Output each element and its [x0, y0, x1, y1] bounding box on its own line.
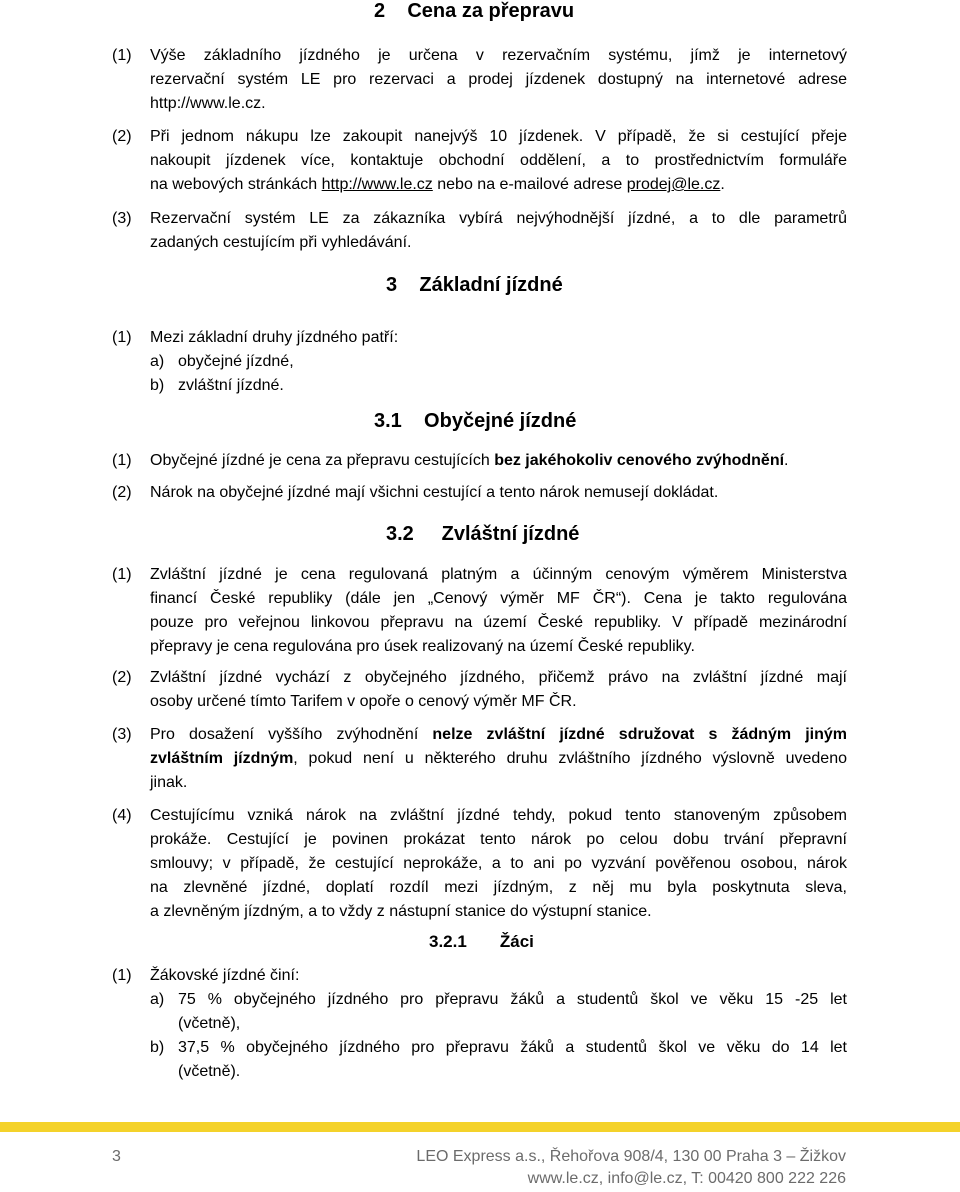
text-line: http://www.le.cz. [150, 95, 266, 112]
paragraph-3-2-1 [112, 563, 847, 659]
paragraph-3-1-1 [112, 449, 847, 473]
text-line [150, 449, 847, 473]
section-number: 3.1 [374, 410, 402, 432]
text-span: . [720, 176, 725, 193]
section-heading-3-2 [386, 523, 579, 546]
list-item [150, 350, 847, 374]
paragraph-number: (1) [112, 329, 132, 346]
list-item [150, 374, 847, 398]
text-span: . [784, 452, 789, 469]
paragraph-3-2-1-1 [112, 964, 847, 1084]
paragraph-2-2 [112, 125, 847, 197]
paragraph-2-1 [112, 44, 847, 116]
website-link[interactable]: http://www.le.cz [321, 176, 433, 193]
text-line: Nárok na obyčejné jízdné mají všichni cestující a tento nárok nemusejí dokládat. [150, 484, 719, 501]
section-title: Cena za přepravu [407, 0, 575, 22]
text-line: Výše základního jízdného je určena v rezervačním systému, jímž je internetový [150, 47, 847, 64]
text-line: pouze pro veřejnou linkovou přepravu na území České republiky. V případě mezinárodní [150, 614, 847, 631]
text-line: smlouvy; v případě, že cestující neprokáže, a to ani po vyzvání pověřenou osobou, nárok [150, 855, 847, 872]
text-span: Pro dosažení vyššího zvýhodnění [150, 726, 433, 743]
text-line: Cestujícímu vzniká nárok na zvláštní jízdné tehdy, pokud tento stanoveným způsobem [150, 807, 847, 824]
section-number: 2 [374, 0, 386, 22]
list-text: 37,5 % obyčejného jízdného pro přepravu žáků a studentů škol ve věku do 14 let [178, 1039, 847, 1056]
section-title: Základní jízdné [419, 274, 563, 296]
text-line: Mezi základní druhy jízdného patří: [150, 329, 399, 346]
text-line: a zlevněným jízdným, a to vždy z nástupní stanice do výstupní stanice. [150, 903, 652, 920]
list-item [150, 988, 847, 1036]
text-line [150, 723, 847, 747]
footer-address: LEO Express a.s., Řehořova 908/4, 130 00 Praha 3 – Žižkov [416, 1148, 846, 1165]
text-line: Zvláštní jízdné vychází z obyčejného jízdného, přičemž právo na zvláštní jízdné mají [150, 669, 847, 686]
list-text: zvláštní jízdné. [178, 377, 284, 394]
paragraph-number: (4) [112, 807, 132, 824]
text-line: jinak. [150, 774, 188, 791]
text-line: Žákovské jízdné činí: [150, 967, 300, 984]
bold-text: zvláštním jízdným [150, 750, 294, 767]
list-marker: a) [150, 991, 165, 1008]
section-title: Žáci [499, 932, 534, 951]
paragraph-number: (1) [112, 967, 132, 984]
text-line: nakoupit jízdenek více, kontaktuje obchodní oddělení, a to prostřednictvím formuláře [150, 152, 847, 169]
paragraph-3-2-4 [112, 804, 847, 924]
text-line: osoby určené tímto Tarifem v opoře o cenový výměr MF ČR. [150, 693, 577, 710]
section-number: 3.2 [386, 523, 414, 545]
text-span: nebo na e-mailové adrese [432, 176, 627, 193]
page-number: 3 [112, 1148, 121, 1165]
section-number: 3 [386, 274, 398, 296]
section-heading-2 [374, 0, 574, 23]
text-line [150, 747, 847, 771]
paragraph-number: (1) [112, 566, 132, 583]
text-line: Zvláštní jízdné je cena regulovaná platným a účinným cenovým výměrem Ministerstva [150, 566, 847, 583]
text-line [150, 173, 847, 197]
list-marker: a) [150, 353, 165, 370]
text-span: , pokud není u některého druhu zvláštního jízdného výslovně uvedeno [293, 750, 848, 767]
section-title: Zvláštní jízdné [441, 523, 580, 545]
text-line: prokáže. Cestující je povinen prokázat tento nárok po celou dobu trvání přepravní [150, 831, 847, 848]
paragraph-number: (1) [112, 47, 132, 64]
list-text: 75 % obyčejného jízdného pro přepravu žáků a studentů škol ve věku 15 -25 let [178, 991, 847, 1008]
section-title: Obyčejné jízdné [424, 410, 577, 432]
text-line: Při jednom nákupu lze zakoupit nanejvýš 10 jízdenek. V případě, že si cestující přeje [150, 128, 847, 145]
text-line: Rezervační systém LE za zákazníka vybírá nejvýhodnější jízdné, a to dle parametrů [150, 210, 847, 227]
paragraph-number: (2) [112, 484, 132, 501]
list-marker: b) [150, 1039, 165, 1056]
list-text: (včetně), [178, 1015, 241, 1032]
text-line: přepravy je cena regulována pro úsek realizovaný na území České republiky. [150, 638, 695, 655]
section-heading-3-1 [374, 410, 576, 433]
email-link[interactable]: prodej@le.cz [626, 176, 721, 193]
list-marker: b) [150, 377, 165, 394]
text-line: financí České republiky (dále jen „Cenový výměr MF ČR“). Cena je takto regulována [150, 590, 847, 607]
text-span: Obyčejné jízdné je cena za přepravu cestujících [150, 452, 495, 469]
text-span: na webových stránkách [150, 176, 322, 193]
paragraph-3-1-2 [112, 481, 847, 505]
footer-accent-bar [0, 1122, 960, 1132]
paragraph-number: (2) [112, 128, 132, 145]
section-heading-3-2-1 [429, 932, 534, 952]
paragraph-3-1 [112, 326, 847, 398]
text-line: rezervační systém LE pro rezervaci a prodej jízdenek dostupný na internetové adrese [150, 71, 847, 88]
paragraph-3-2-2 [112, 666, 847, 714]
text-line: zadaných cestujícím při vyhledávání. [150, 234, 412, 251]
list-item [150, 1036, 847, 1084]
paragraph-number: (3) [112, 210, 132, 227]
paragraph-number: (1) [112, 452, 132, 469]
footer-contact: www.le.cz, info@le.cz, T: 00420 800 222 226 [527, 1170, 846, 1187]
bold-text: bez jakéhokoliv cenového zvýhodnění [494, 452, 785, 469]
section-heading-3 [386, 274, 563, 297]
paragraph-number: (3) [112, 726, 132, 743]
paragraph-number: (2) [112, 669, 132, 686]
paragraph-3-2-3 [112, 723, 847, 795]
list-text: obyčejné jízdné, [178, 353, 294, 370]
paragraph-2-3 [112, 207, 847, 255]
list-text: (včetně). [178, 1063, 241, 1080]
bold-text: nelze zvláštní jízdné sdružovat s žádným jiným [432, 726, 847, 743]
section-number: 3.2.1 [429, 932, 467, 951]
text-line: na zlevněné jízdné, doplatí rozdíl mezi jízdným, z něj mu byla poskytnuta sleva, [150, 879, 847, 896]
